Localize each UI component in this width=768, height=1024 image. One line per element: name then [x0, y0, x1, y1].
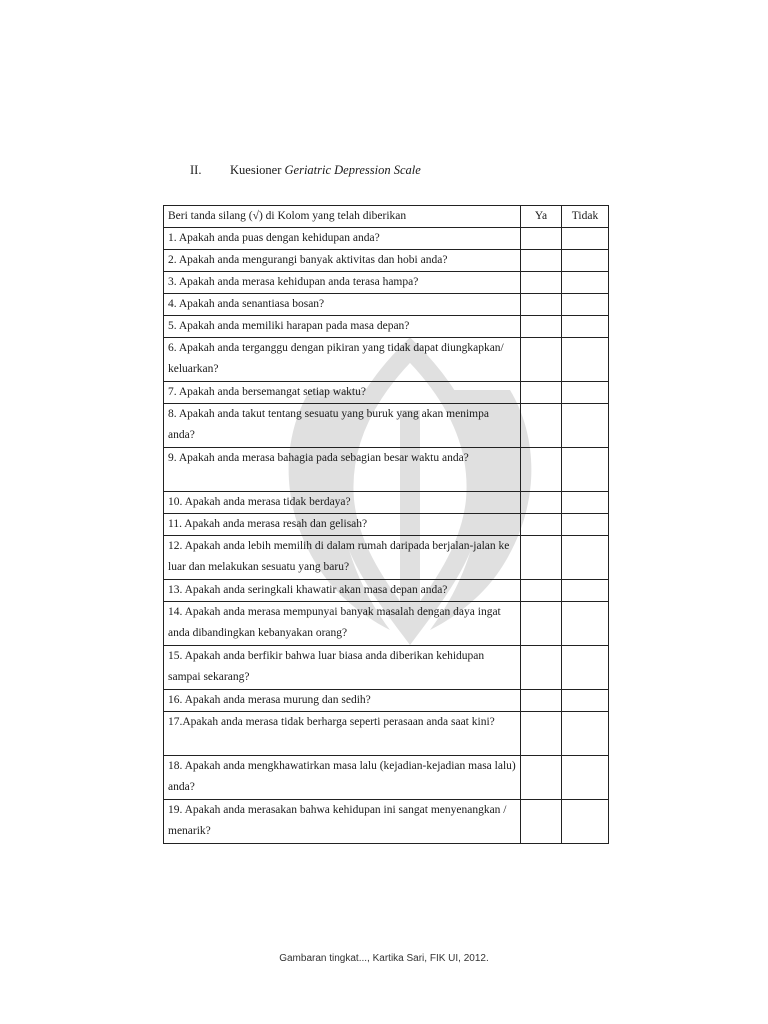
table-header-row — [164, 206, 609, 228]
answer-tidak-cell[interactable] — [562, 404, 609, 448]
table-row — [164, 712, 609, 756]
question-text: 3. Apakah anda merasa kehidupan anda terasa hampa? — [164, 272, 521, 294]
answer-tidak-cell[interactable] — [562, 756, 609, 800]
answer-tidak-cell[interactable] — [562, 690, 609, 712]
section-title-prefix: Kuesioner — [230, 163, 285, 177]
answer-tidak-cell[interactable] — [562, 712, 609, 756]
answer-tidak-cell[interactable] — [562, 800, 609, 844]
table-row — [164, 448, 609, 492]
answer-tidak-cell[interactable] — [562, 272, 609, 294]
answer-ya-cell[interactable] — [521, 272, 562, 294]
answer-tidak-cell[interactable] — [562, 382, 609, 404]
table-row — [164, 404, 609, 448]
answer-tidak-cell[interactable] — [562, 492, 609, 514]
table-row — [164, 514, 609, 536]
section-number: II. — [190, 163, 202, 177]
section-heading — [190, 163, 421, 178]
question-text: 12. Apakah anda lebih memilih di dalam rumah daripada berjalan-jalan ke luar dan melakukan sesuatu yang baru? — [164, 536, 521, 580]
question-text: 1. Apakah anda puas dengan kehidupan anda? — [164, 228, 521, 250]
table-row — [164, 228, 609, 250]
question-text: 17.Apakah anda merasa tidak berharga seperti perasaan anda saat kini? — [164, 712, 521, 756]
answer-ya-cell[interactable] — [521, 404, 562, 448]
table-row — [164, 690, 609, 712]
table-row — [164, 294, 609, 316]
answer-ya-cell[interactable] — [521, 228, 562, 250]
answer-ya-cell[interactable] — [521, 800, 562, 844]
question-text: 7. Apakah anda bersemangat setiap waktu? — [164, 382, 521, 404]
question-text: 18. Apakah anda mengkhawatirkan masa lalu (kejadian-kejadian masa lalu) anda? — [164, 756, 521, 800]
table-row — [164, 272, 609, 294]
question-text: 5. Apakah anda memiliki harapan pada masa depan? — [164, 316, 521, 338]
answer-tidak-cell[interactable] — [562, 294, 609, 316]
questionnaire-table — [163, 205, 609, 844]
question-text: 19. Apakah anda merasakan bahwa kehidupan ini sangat menyenangkan / menarik? — [164, 800, 521, 844]
question-text: 10. Apakah anda merasa tidak berdaya? — [164, 492, 521, 514]
question-text: 6. Apakah anda terganggu dengan pikiran yang tidak dapat diungkapkan/ keluarkan? — [164, 338, 521, 382]
table-row — [164, 580, 609, 602]
question-text: 16. Apakah anda merasa murung dan sedih? — [164, 690, 521, 712]
table-row — [164, 250, 609, 272]
table-row — [164, 800, 609, 844]
table-row — [164, 602, 609, 646]
answer-tidak-cell[interactable] — [562, 338, 609, 382]
question-text: 4. Apakah anda senantiasa bosan? — [164, 294, 521, 316]
page-footer: Gambaran tingkat..., Kartika Sari, FIK UI, 2012. — [279, 953, 489, 964]
answer-ya-cell[interactable] — [521, 448, 562, 492]
answer-ya-cell[interactable] — [521, 690, 562, 712]
question-text: 2. Apakah anda mengurangi banyak aktivitas dan hobi anda? — [164, 250, 521, 272]
answer-ya-cell[interactable] — [521, 382, 562, 404]
answer-tidak-cell[interactable] — [562, 316, 609, 338]
answer-ya-cell[interactable] — [521, 294, 562, 316]
answer-ya-cell[interactable] — [521, 536, 562, 580]
answer-tidak-cell[interactable] — [562, 228, 609, 250]
header-question: Beri tanda silang (√) di Kolom yang telah diberikan — [164, 206, 521, 228]
answer-tidak-cell[interactable] — [562, 514, 609, 536]
answer-ya-cell[interactable] — [521, 338, 562, 382]
answer-tidak-cell[interactable] — [562, 448, 609, 492]
answer-tidak-cell[interactable] — [562, 250, 609, 272]
table-row — [164, 316, 609, 338]
header-ya: Ya — [521, 206, 562, 228]
question-text: 11. Apakah anda merasa resah dan gelisah? — [164, 514, 521, 536]
answer-ya-cell[interactable] — [521, 602, 562, 646]
answer-ya-cell[interactable] — [521, 756, 562, 800]
table-row — [164, 338, 609, 382]
question-text: 15. Apakah anda berfikir bahwa luar biasa anda diberikan kehidupan sampai sekarang? — [164, 646, 521, 690]
question-text: 13. Apakah anda seringkali khawatir akan masa depan anda? — [164, 580, 521, 602]
answer-ya-cell[interactable] — [521, 646, 562, 690]
question-text: 8. Apakah anda takut tentang sesuatu yang buruk yang akan menimpa anda? — [164, 404, 521, 448]
question-text: 14. Apakah anda merasa mempunyai banyak masalah dengan daya ingat anda dibandingkan kebanyakan orang? — [164, 602, 521, 646]
answer-tidak-cell[interactable] — [562, 536, 609, 580]
answer-ya-cell[interactable] — [521, 712, 562, 756]
answer-tidak-cell[interactable] — [562, 646, 609, 690]
table-row — [164, 382, 609, 404]
answer-ya-cell[interactable] — [521, 580, 562, 602]
question-text: 9. Apakah anda merasa bahagia pada sebagian besar waktu anda? — [164, 448, 521, 492]
table-row — [164, 756, 609, 800]
questionnaire-body — [164, 228, 609, 844]
header-tidak: Tidak — [562, 206, 609, 228]
answer-ya-cell[interactable] — [521, 514, 562, 536]
answer-ya-cell[interactable] — [521, 492, 562, 514]
answer-tidak-cell[interactable] — [562, 580, 609, 602]
table-row — [164, 646, 609, 690]
answer-ya-cell[interactable] — [521, 316, 562, 338]
answer-ya-cell[interactable] — [521, 250, 562, 272]
answer-tidak-cell[interactable] — [562, 602, 609, 646]
table-row — [164, 536, 609, 580]
table-row — [164, 492, 609, 514]
section-title-italic: Geriatric Depression Scale — [284, 163, 421, 177]
